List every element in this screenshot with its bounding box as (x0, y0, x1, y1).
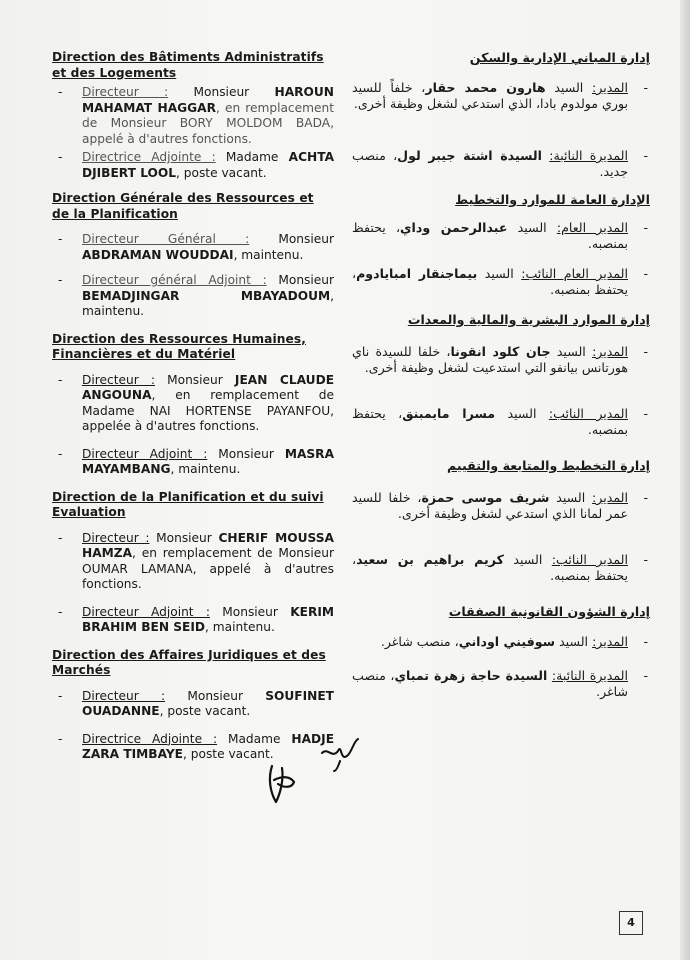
section-title-fr-3: Direction des Ressources Humaines, Financières et du Matériel (52, 331, 306, 361)
section-title-ar-2: الإدارة العامة للموارد والتخطيط (455, 192, 650, 207)
list-item-fr-1b: - Directrice Adjointe : Madame ACHTA DJIBERT LOOL, poste vacant. (58, 150, 335, 180)
list-item-fr-4a: - Directeur : Monsieur CHERIF MOUSSA HAMZA, en remplacement de Monsieur OUMAR LAMANA, appelé à d'autres fonctions. (58, 530, 334, 591)
page-number-box: 4 (619, 911, 643, 935)
list-item-fr-3a: - Directeur : Monsieur JEAN CLAUDE ANGOUNA, en remplacement de Madame NAI HORTENSE PAYANFOU, appelée à d'autres fonctions. (58, 372, 335, 433)
list-item-ar-1b: - المديرة النائبة: السيدة اشتة جيبر لول، منصب جديد. (352, 148, 648, 179)
list-item-fr-3b: - Directeur Adjoint : Monsieur MASRA MAYAMBANG, maintenu. (58, 446, 334, 476)
handwritten-initials-mark (262, 758, 302, 808)
list-item-fr-1a: - Directeur : Monsieur HAROUN MAHAMAT HAGGAR, en remplacement de Monsieur BORY MOLDOM BADA, appelé à d'autres fonctions. (58, 85, 335, 146)
list-item-ar-1a: - المدير: السيد هارون محمد حقار، خلفاً للسيد بوري مولدوم بادا، الذي استدعي لشغل وظيفة أخرى. (352, 80, 648, 111)
list-item-ar-2a: - المدير العام: السيد عبدالرحمن وداي، يحتفظ بمنصبه. (352, 220, 648, 251)
list-item-fr-5a: - Directeur : Monsieur SOUFINET OUADANNE, poste vacant. (58, 688, 334, 718)
french-column (52, 46, 334, 763)
list-item-fr-5b: - Directrice Adjointe : Madame HADJE ZARA TIMBAYE, poste vacant. (58, 731, 335, 761)
list-item-ar-5b: - المديرة النائبة: السيدة حاجة زهرة تمباي، منصب شاغر. (352, 668, 648, 699)
section-title-fr-4: Direction de la Planification et du suivi Evaluation (52, 489, 324, 519)
arabic-column (352, 46, 650, 700)
section-title-fr-5: Direction des Affaires Juridiques et des Marchés (52, 647, 326, 677)
list-item-ar-2b: - المدير العام النائب: السيد بيماجنقار امبايادوم، يحتفظ بمنصبه. (352, 266, 648, 297)
list-item-ar-5a: - المدير: السيد سوفيني اوداني، منصب شاغر. (380, 634, 648, 649)
section-title-fr-2: Direction Générale des Ressources et de la Planification (52, 191, 314, 221)
list-item-ar-4b: - المدير النائب: السيد كريم براهيم بن سعيد، يحتفظ بمنصبه. (352, 552, 648, 583)
section-title-ar-4: إدارة التخطيط والمتابعة والتقييم (447, 458, 650, 473)
handwritten-signature-mark (318, 733, 364, 773)
list-item-ar-3b: - المدير النائب: السيد مسرا مايمبنق، يحتفظ بمنصبه. (352, 406, 648, 437)
list-item-ar-4a: - المدير: السيد شريف موسى حمزة، خلفا للسيد عمر لمانا الذي استدعي لشغل وظيفة أخرى. (352, 490, 648, 521)
section-title-ar-1: إدارة المباني الإدارية والسكن (469, 50, 650, 65)
section-title-ar-3: إدارة الموارد البشرية والمالية والمعدات (407, 312, 650, 327)
section-title-fr-1: Direction des Bâtiments Administratifs et des Logements (52, 50, 324, 80)
list-item-ar-3a: - المدير: السيد جان كلود انقونا، خلفا للسيدة ناي هورتانس بيانفو التي استدعيت لشغل وظيفة أخرى. (352, 344, 648, 375)
section-title-ar-5: إدارة الشؤون القانونية الصفقات (448, 604, 650, 619)
list-item-fr-2a: - Directeur Général : Monsieur ABDRAMAN WOUDDAI, maintenu. (58, 232, 334, 262)
page-binding-edge (680, 0, 690, 960)
list-item-fr-4b: - Directeur Adjoint : Monsieur KERIM BRAHIM BEN SEID, maintenu. (58, 604, 335, 634)
list-item-fr-2b: - Directeur général Adjoint : Monsieur BEMADJINGAR MBAYADOUM, maintenu. (58, 273, 335, 318)
